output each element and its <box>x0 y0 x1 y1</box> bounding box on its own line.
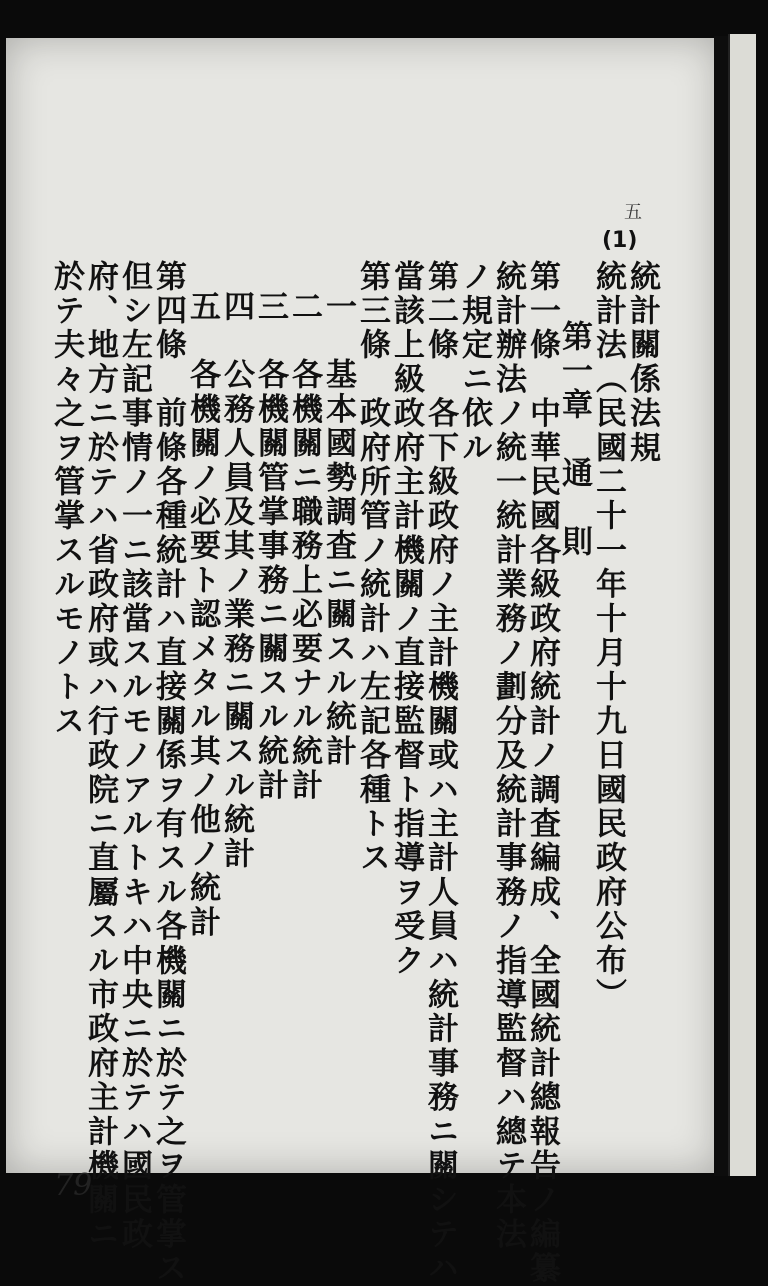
article-line: 於テ夫々之ヲ管掌スルモノトス <box>48 260 84 739</box>
page-stack-edge <box>728 34 756 1176</box>
article-line: 第四條 前條各種統計ハ直接關係ヲ有スル各機關ニ於テ之ヲ管掌ス <box>150 260 186 1286</box>
page-number: 79 <box>54 1168 93 1203</box>
chapter-heading: 第一章 通 則 <box>556 320 592 560</box>
article-line: 府、地方ニ於テハ省政府或ハ行政院ニ直屬スル市政府主計機關ニ <box>82 260 118 1252</box>
article-line: 四 公務人員及其ノ業務ニ關スル統計 <box>218 290 254 872</box>
section-heading: 統計關係法規 <box>624 260 660 466</box>
article-line: 第一條 中華民國各級政府統計ノ調査編成、全國統計總報告ノ編纂 <box>524 260 560 1286</box>
article-line: 五 各機關ノ必要ト認メタル其ノ他ノ統計 <box>184 290 220 940</box>
article-line: 第三條 政府所管ノ統計ハ左記各種トス <box>354 260 390 876</box>
article-line: 二 各機關ニ職務上必要ナル統計 <box>286 290 322 803</box>
corner-mark: 五 <box>624 202 642 223</box>
article-line: 統計辦法ノ統一統計業務ノ劃分及統計事務ノ指導監督ハ總テ本法 <box>490 260 526 1252</box>
book-spine-shadow <box>714 36 728 1176</box>
article-line: 三 各機關管掌事務ニ關スル統計 <box>252 290 288 803</box>
book-page <box>6 38 718 1286</box>
article-line: ノ規定ニ依ル <box>456 260 492 466</box>
article-line: 當該上級政府主計機關ノ直接監督ト指導ヲ受ク <box>388 260 424 979</box>
article-line: 但シ左記事情ノ一ニ該當スルモノアルトキハ中央ニ於テハ國民政 <box>116 260 152 1252</box>
article-line: 第二條 各下級政府ノ主計機關或ハ主計人員ハ統計事務ニ關シテハ <box>422 260 458 1286</box>
law-title: 統計法（民國二十一年十月十九日國民政府公布） <box>590 260 626 1013</box>
section-number: (1) <box>602 228 638 253</box>
article-line: 一 基本國勢調査ニ關スル統計 <box>320 290 356 769</box>
